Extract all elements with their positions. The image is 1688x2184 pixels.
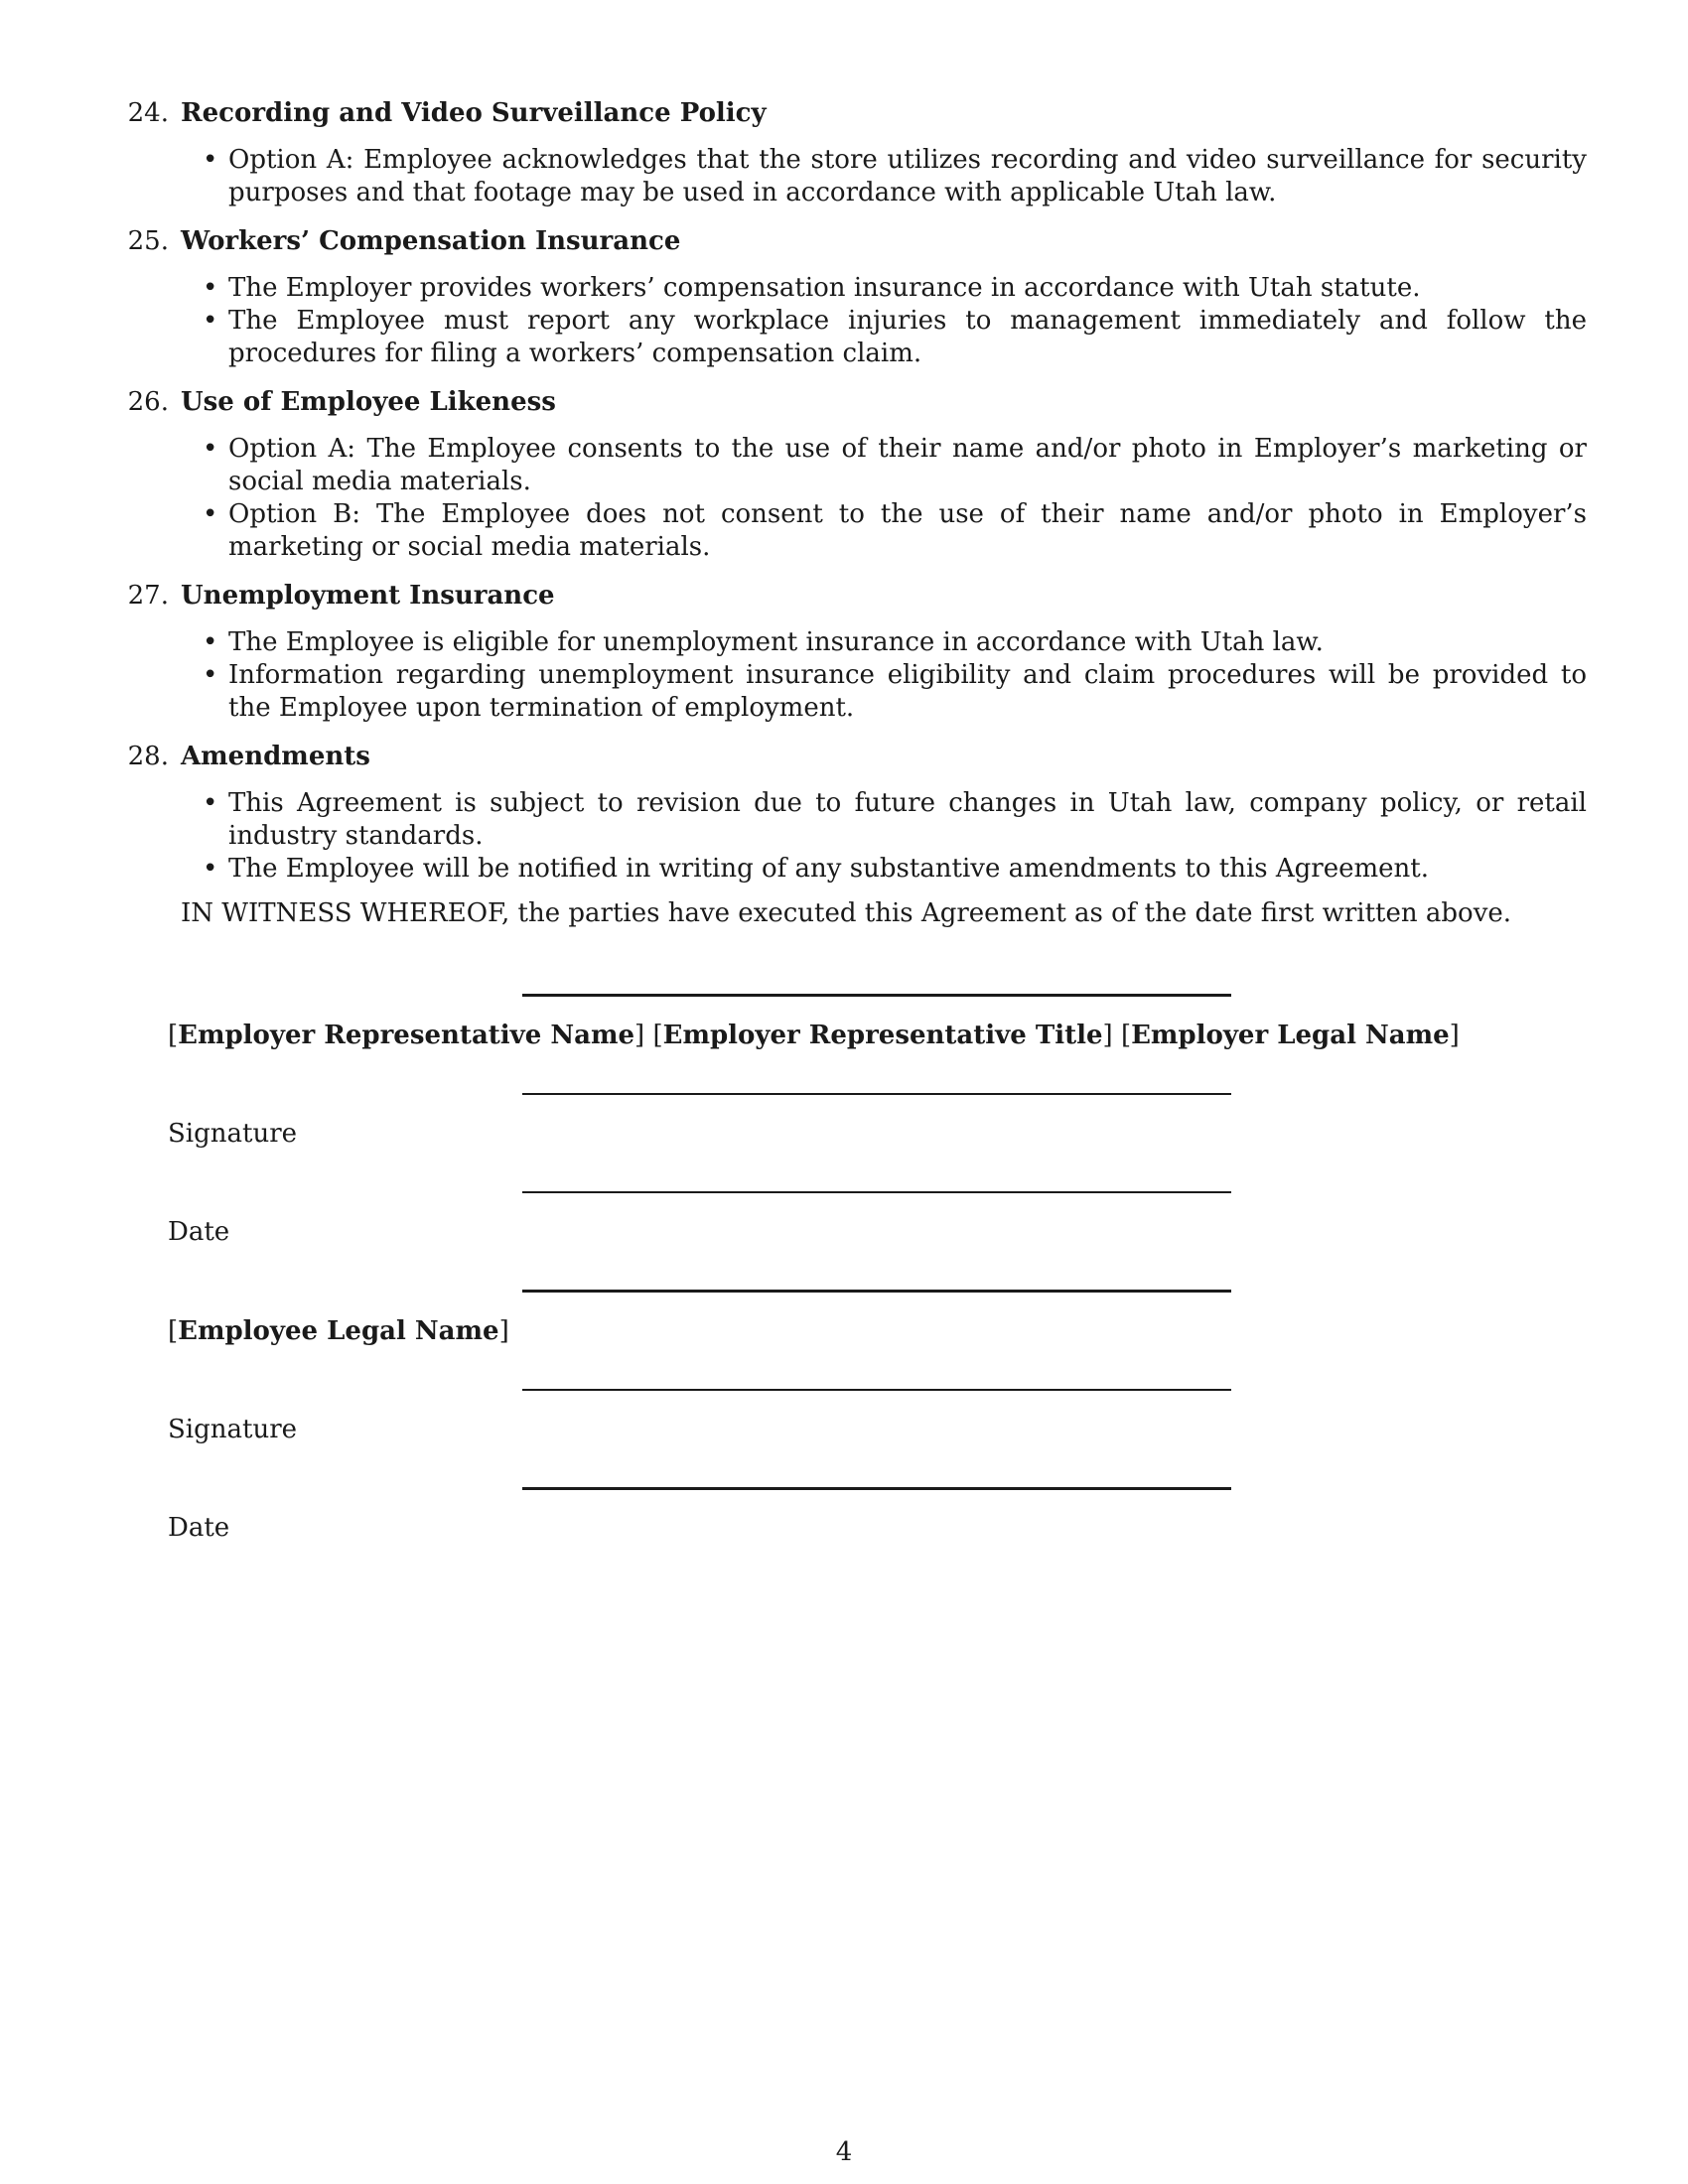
witness-statement: IN WITNESS WHEREOF, the parties have executed this Agreement as of the date first written above. (181, 898, 1512, 928)
bracket-open: [ (652, 1021, 663, 1050)
employer-name-line (522, 994, 1231, 997)
bracket-close: ] (498, 1316, 509, 1346)
bullet-icon: • (203, 854, 218, 884)
section-title: Recording and Video Surveillance Policy (181, 98, 767, 128)
section-heading (117, 580, 1587, 613)
bracket-open: [ (168, 1316, 179, 1346)
section-number: 27. (127, 581, 169, 611)
bracket-close: ] (1102, 1021, 1113, 1050)
list-item-text: The Employer provides workers’ compensation insurance in accordance with Utah statute. (228, 273, 1421, 303)
bracket-open: [ (1120, 1021, 1132, 1050)
section-heading (117, 97, 1587, 130)
section-title: Use of Employee Likeness (181, 387, 556, 417)
document-body (117, 97, 1587, 930)
list-item-text: Option A: The Employee consents to the use of their name and/or photo in Employer’s marketing or social media materials. (228, 434, 1587, 496)
bullet-icon: • (203, 660, 218, 690)
bullet-icon: • (203, 434, 218, 464)
list-item-text: This Agreement is subject to revision due to future changes in Utah law, company policy, or retail industry standards. (228, 788, 1587, 851)
bracket-close: ] (634, 1021, 645, 1050)
employee-date-label: Date (168, 1513, 230, 1543)
section-25 (117, 225, 1587, 370)
employee-date-line[interactable] (522, 1487, 1231, 1490)
section-27 (117, 580, 1587, 725)
bullet-list (117, 272, 1587, 370)
list-item (203, 659, 1587, 725)
list-item (203, 787, 1587, 853)
employer-date-label: Date (168, 1217, 230, 1247)
section-28 (117, 741, 1587, 886)
employee-signature-label: Signature (168, 1415, 298, 1444)
list-item-text: The Employee must report any workplace injuries to management immediately and follow the procedures for filing a workers’ compensation claim. (228, 306, 1587, 368)
employer-rep-title: Employer Representative Title (662, 1021, 1103, 1050)
bullet-list (117, 626, 1587, 725)
bullet-icon: • (203, 306, 218, 336)
bracket-close: ] (1449, 1021, 1460, 1050)
bullet-icon: • (203, 627, 218, 657)
bullet-icon: • (203, 145, 218, 175)
section-number: 24. (127, 98, 169, 128)
list-item (203, 498, 1587, 564)
bullet-icon: • (203, 499, 218, 529)
list-item (203, 433, 1587, 498)
page-number: 4 (835, 2137, 853, 2167)
bracket-open: [ (168, 1021, 179, 1050)
employer-signature-label: Signature (168, 1119, 298, 1149)
bullet-icon: • (203, 788, 218, 818)
employee-name-labels (168, 1315, 509, 1348)
bullet-list (117, 433, 1587, 564)
employee-legal-name: Employee Legal Name (178, 1316, 499, 1346)
bullet-list (117, 787, 1587, 886)
section-26 (117, 386, 1587, 564)
list-item (203, 626, 1587, 659)
list-item-text: The Employee is eligible for unemployment insurance in accordance with Utah law. (228, 627, 1324, 657)
list-item (203, 305, 1587, 370)
list-item (203, 144, 1587, 209)
list-item-text: The Employee will be notified in writing of any substantive amendments to this Agreement. (228, 854, 1429, 884)
employee-signature-line[interactable] (522, 1389, 1231, 1391)
section-title: Amendments (181, 742, 370, 771)
list-item (203, 853, 1587, 886)
list-item-text: Option A: Employee acknowledges that the store utilizes recording and video surveillance for security purposes and that footage may be used in accordance with applicable Utah law. (228, 145, 1587, 207)
section-heading (117, 386, 1587, 419)
employer-date-line[interactable] (522, 1191, 1231, 1193)
employer-signature-line[interactable] (522, 1093, 1231, 1095)
list-item-text: Information regarding unemployment insurance eligibility and claim procedures will be provided to the Employee upon termination of employment. (228, 660, 1587, 723)
section-title: Workers’ Compensation Insurance (181, 226, 681, 256)
section-heading (117, 225, 1587, 258)
section-number: 28. (127, 742, 169, 771)
bullet-list (117, 144, 1587, 209)
employee-name-line (522, 1290, 1231, 1293)
list-item-text: Option B: The Employee does not consent to the use of their name and/or photo in Employer’s marketing or social media materials. (228, 499, 1587, 562)
section-title: Unemployment Insurance (181, 581, 555, 611)
employer-legal-name: Employer Legal Name (1131, 1021, 1450, 1050)
section-24 (117, 97, 1587, 209)
bullet-icon: • (203, 273, 218, 303)
section-heading (117, 741, 1587, 773)
section-number: 25. (127, 226, 169, 256)
employer-name-labels (168, 1020, 1460, 1052)
list-item (203, 272, 1587, 305)
section-number: 26. (127, 387, 169, 417)
employer-rep-name: Employer Representative Name (178, 1021, 635, 1050)
